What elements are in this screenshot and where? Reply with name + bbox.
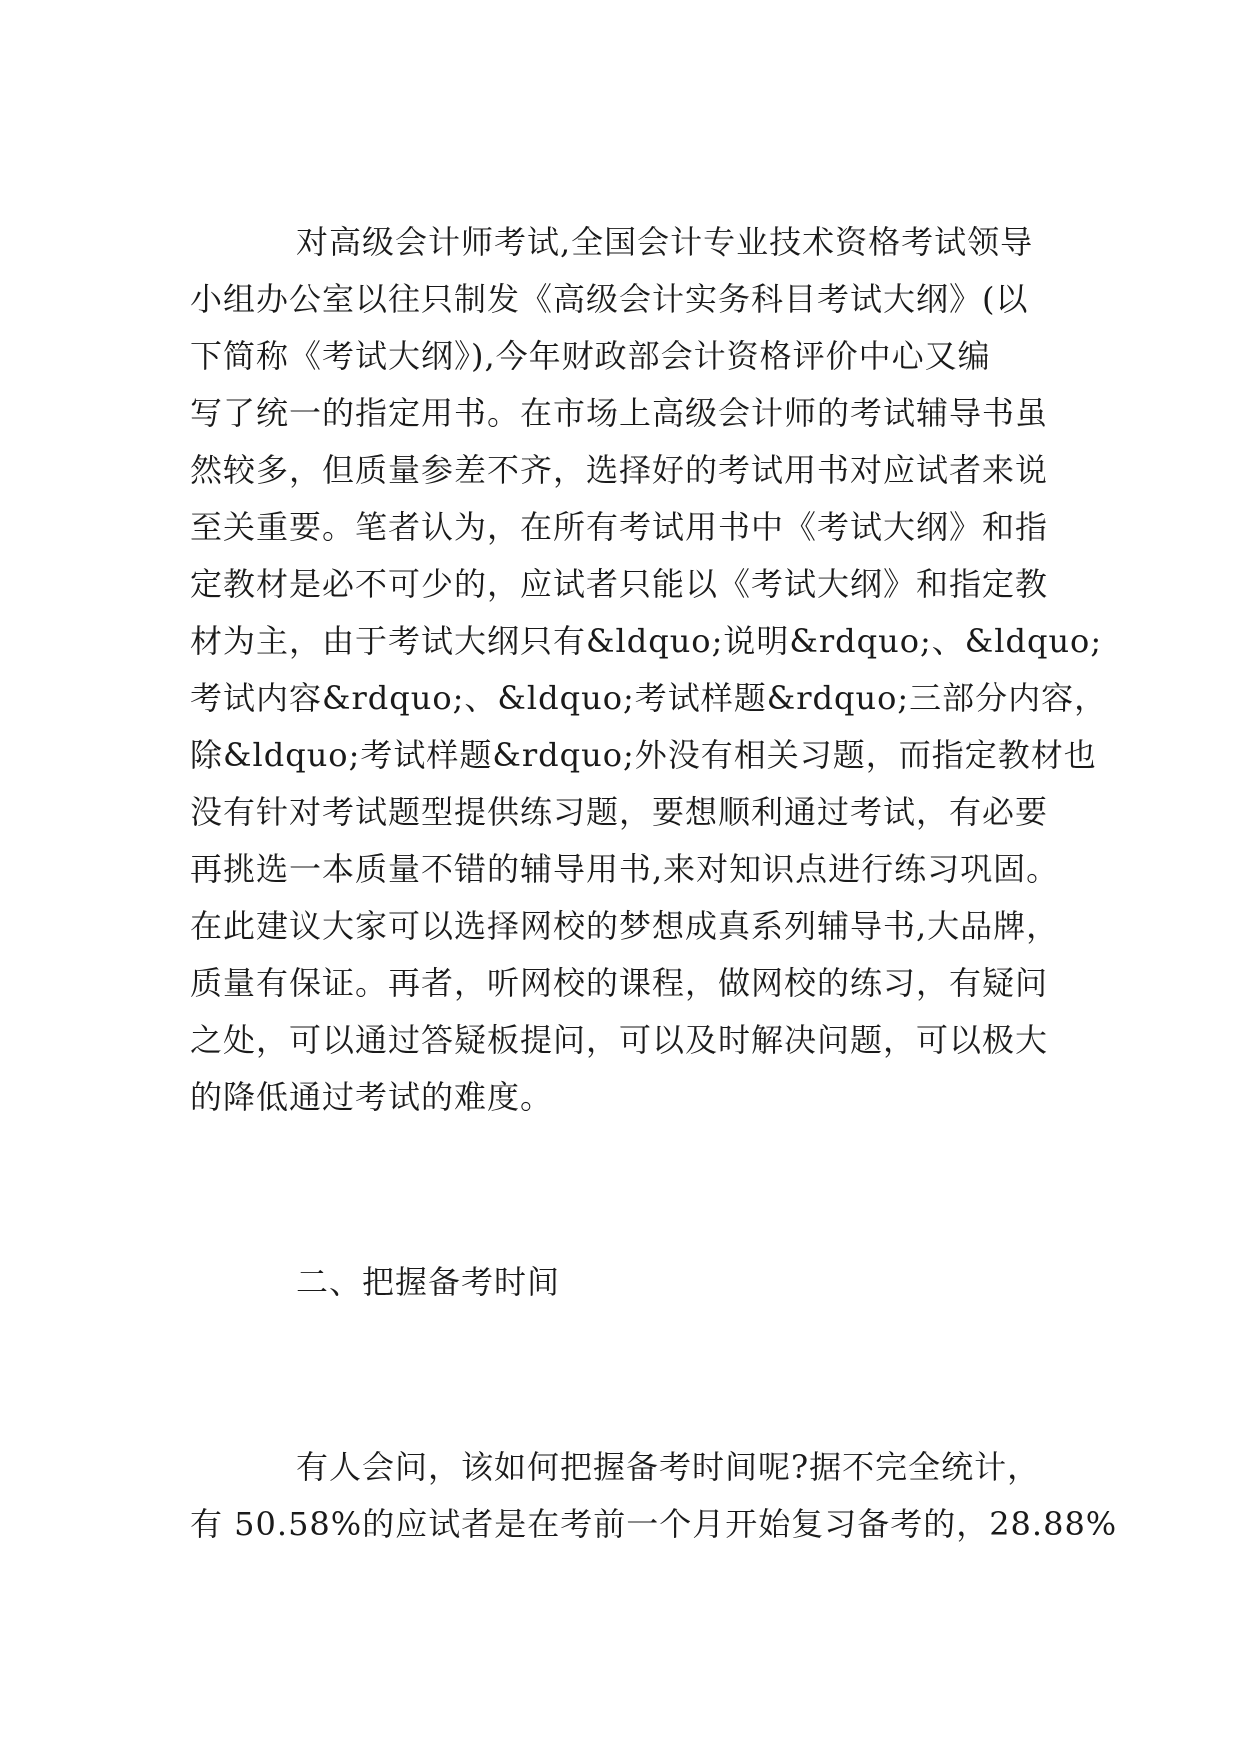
paragraph-1-line-12: 再挑选一本质量不错的辅导用书,来对知识点进行练习巩固。 [190, 850, 1060, 888]
paragraph-1-line-6: 至关重要。笔者认为，在所有考试用书中《考试大纲》和指 [190, 508, 1049, 546]
paragraph-1-line-1: 对高级会计师考试,全国会计专业技术资格考试领导 [296, 223, 1034, 261]
paragraph-1-line-2: 小组办公室以往只制发《高级会计实务科目考试大纲》(以 [190, 280, 1029, 318]
paragraph-1-line-7: 定教材是必不可少的，应试者只能以《考试大纲》和指定教 [190, 565, 1049, 603]
paragraph-2-line-2: 有 50.58%的应试者是在考前一个月开始复习备考的，28.88% [190, 1505, 1118, 1543]
paragraph-2-line-1: 有人会问，该如何把握备考时间呢?据不完全统计， [296, 1448, 1041, 1486]
paragraph-1-line-3: 下简称《考试大纲》),今年财政部会计资格评价中心又编 [190, 337, 991, 375]
paragraph-1-line-4: 写了统一的指定用书。在市场上高级会计师的考试辅导书虽 [190, 394, 1049, 432]
paragraph-1-line-15: 之处，可以通过答疑板提问，可以及时解决问题，可以极大 [190, 1021, 1049, 1059]
paragraph-1-line-16: 的降低通过考试的难度。 [190, 1078, 554, 1116]
section-heading: 二、把握备考时间 [296, 1263, 561, 1301]
paragraph-1-line-5: 然较多，但质量参差不齐，选择好的考试用书对应试者来说 [190, 451, 1049, 489]
paragraph-1-line-11: 没有针对考试题型提供练习题，要想顺利通过考试，有必要 [190, 793, 1049, 831]
paragraph-1-line-10: 除&ldquo;考试样题&rdquo;外没有相关习题，而指定教材也 [190, 736, 1097, 774]
paragraph-1-line-14: 质量有保证。再者，听网校的课程，做网校的练习，有疑问 [190, 964, 1049, 1002]
paragraph-1-line-8: 材为主，由于考试大纲只有&ldquo;说明&rdquo;、&ldquo; [190, 622, 1103, 660]
paragraph-1-line-9: 考试内容&rdquo;、&ldquo;考试样题&rdquo;三部分内容， [190, 679, 1108, 717]
paragraph-1-line-13: 在此建议大家可以选择网校的梦想成真系列辅导书,大品牌， [190, 907, 1060, 945]
